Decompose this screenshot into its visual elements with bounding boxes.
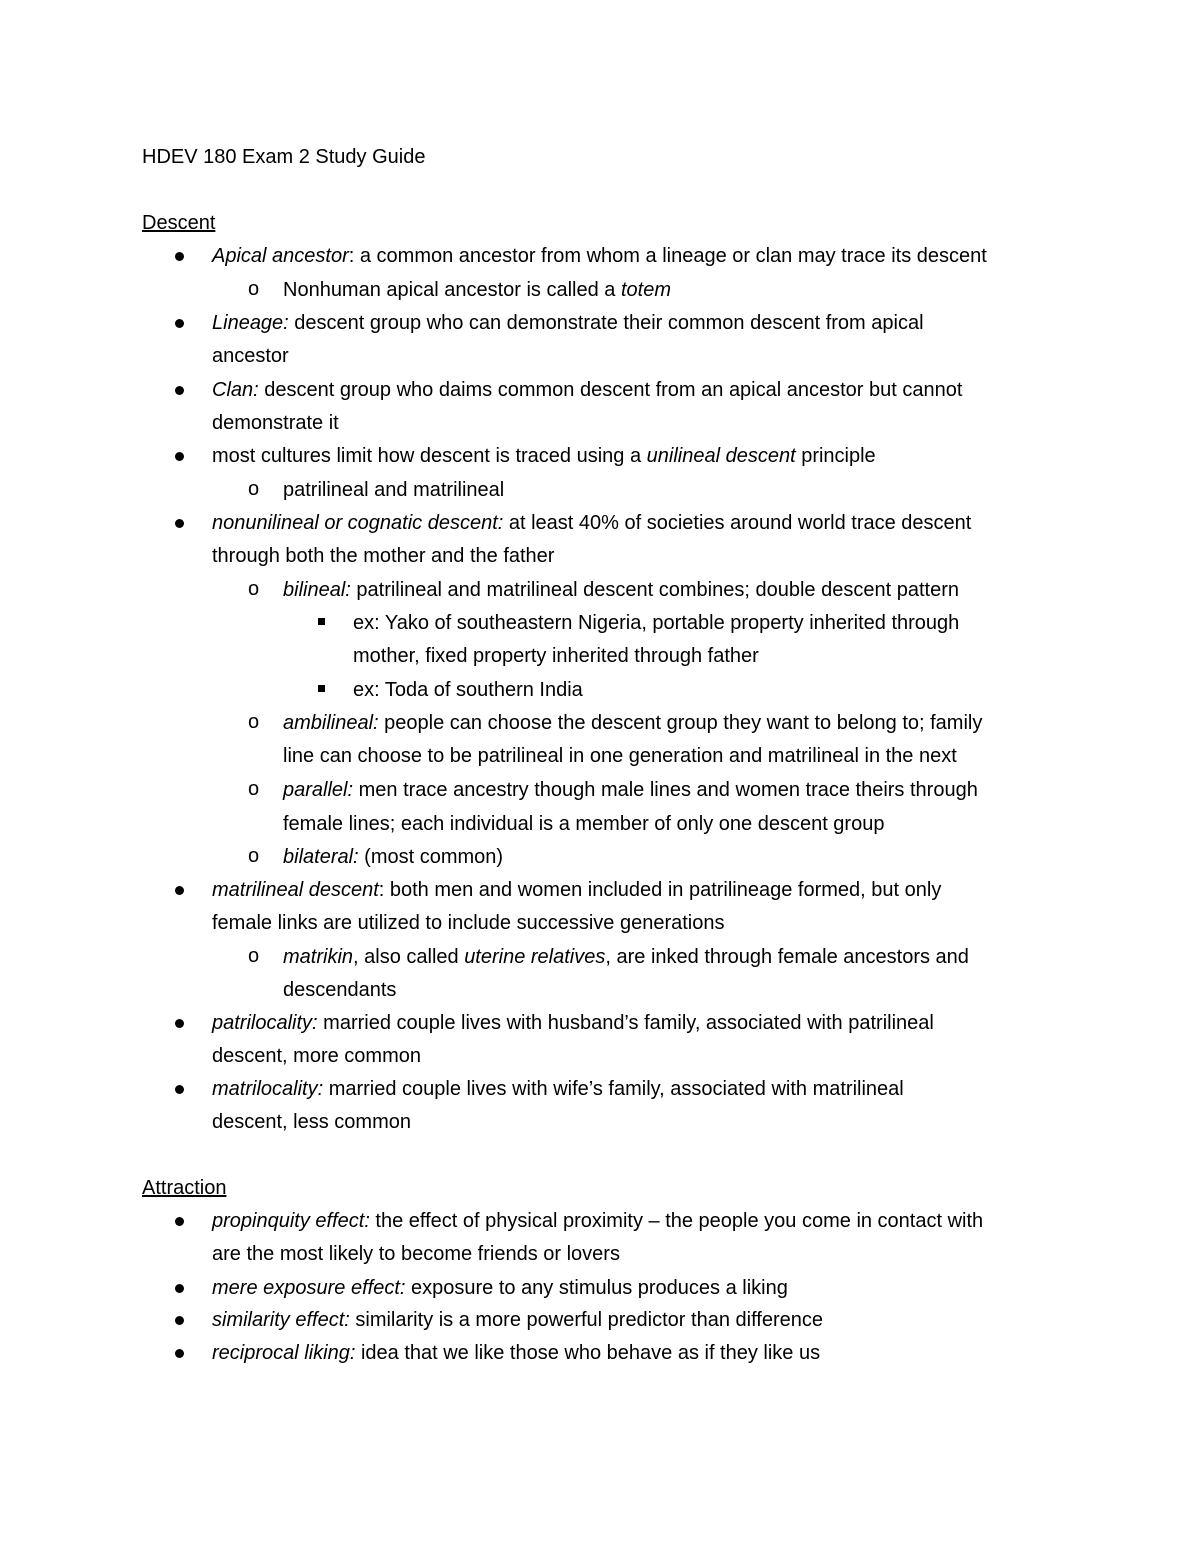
list-item-clan-cont: demonstrate it [212,412,339,434]
bullet-icon [175,1349,184,1358]
bullet-icon [175,519,184,528]
list-item-bilineal: bilineal: patrilineal and matrilineal descent combines; double descent pattern [283,579,959,601]
list-item-matrilocality: matrilocality: married couple lives with wife’s family, associated with matrilineal [212,1078,904,1100]
list-item-patrilocality: patrilocality: married couple lives with husband’s family, associated with patrilineal [212,1012,934,1034]
hollow-bullet-icon: o [248,778,260,800]
list-item-toda: ex: Toda of southern India [353,679,583,701]
list-item-lineage: Lineage: descent group who can demonstrate their common descent from apical [212,312,924,334]
list-item-propinquity: propinquity effect: the effect of physical proximity – the people you come in contact with [212,1210,984,1232]
list-item-apical-ancestor: Apical ancestor: a common ancestor from whom a lineage or clan may trace its descent [212,245,987,267]
list-item-matrikin: matrikin, also called uterine relatives, are inked through female ancestors and [283,946,969,968]
list-item-matrilocality-cont: descent, less common [212,1111,411,1133]
list-item-nonunilineal-cont: through both the mother and the father [212,545,555,567]
hollow-bullet-icon: o [248,945,260,967]
hollow-bullet-icon: o [248,845,260,867]
list-item-parallel-cont: female lines; each individual is a member of only one descent group [283,813,885,835]
list-item-ambilineal-cont: line can choose to be patrilineal in one generation and matrilineal in the next [283,745,957,767]
bullet-icon [175,319,184,328]
bullet-icon [175,452,184,461]
bullet-icon [175,1316,184,1325]
square-bullet-icon [318,685,325,692]
list-item-yako: ex: Yako of southeastern Nigeria, portable property inherited through [353,612,960,634]
bullet-icon [175,1217,184,1226]
list-item-matrilineal: matrilineal descent: both men and women included in patrilineage formed, but only [212,879,942,901]
list-item-propinquity-cont: are the most likely to become friends or lovers [212,1243,620,1265]
list-item-reciprocal: reciprocal liking: idea that we like those who behave as if they like us [212,1342,821,1364]
list-item-exposure: mere exposure effect: exposure to any stimulus produces a liking [212,1277,788,1299]
hollow-bullet-icon: o [248,578,260,600]
list-item-lineage-cont: ancestor [212,345,289,367]
list-item-parallel: parallel: men trace ancestry though male lines and women trace theirs through [283,779,978,801]
list-item-patrilocality-cont: descent, more common [212,1045,421,1067]
list-item-patri-matri: patrilineal and matrilineal [283,479,505,501]
list-item-totem: Nonhuman apical ancestor is called a totem [283,279,671,301]
list-item-matrilineal-cont: female links are utilized to include successive generations [212,912,725,934]
section-heading-descent: Descent [142,212,216,234]
list-item-clan: Clan: descent group who daims common descent from an apical ancestor but cannot [212,379,963,401]
list-item-nonunilineal: nonunilineal or cognatic descent: at least 40% of societies around world trace descent [212,512,972,534]
document-title: HDEV 180 Exam 2 Study Guide [142,146,426,168]
hollow-bullet-icon: o [248,711,260,733]
list-item-bilateral: bilateral: (most common) [283,846,504,868]
bullet-icon [175,1085,184,1094]
bullet-icon [175,252,184,261]
section-heading-attraction: Attraction [142,1177,227,1199]
list-item-ambilineal: ambilineal: people can choose the descent group they want to belong to; family [283,712,983,734]
list-item-matrikin-cont: descendants [283,979,397,1001]
list-item-unilineal: most cultures limit how descent is traced using a unilineal descent principle [212,445,876,467]
list-item-similarity: similarity effect: similarity is a more powerful predictor than difference [212,1309,823,1331]
bullet-icon [175,386,184,395]
hollow-bullet-icon: o [248,478,260,500]
list-item-yako-cont: mother, fixed property inherited through father [353,645,759,667]
bullet-icon [175,886,184,895]
bullet-icon [175,1019,184,1028]
bullet-icon [175,1284,184,1293]
hollow-bullet-icon: o [248,278,260,300]
square-bullet-icon [318,618,325,625]
